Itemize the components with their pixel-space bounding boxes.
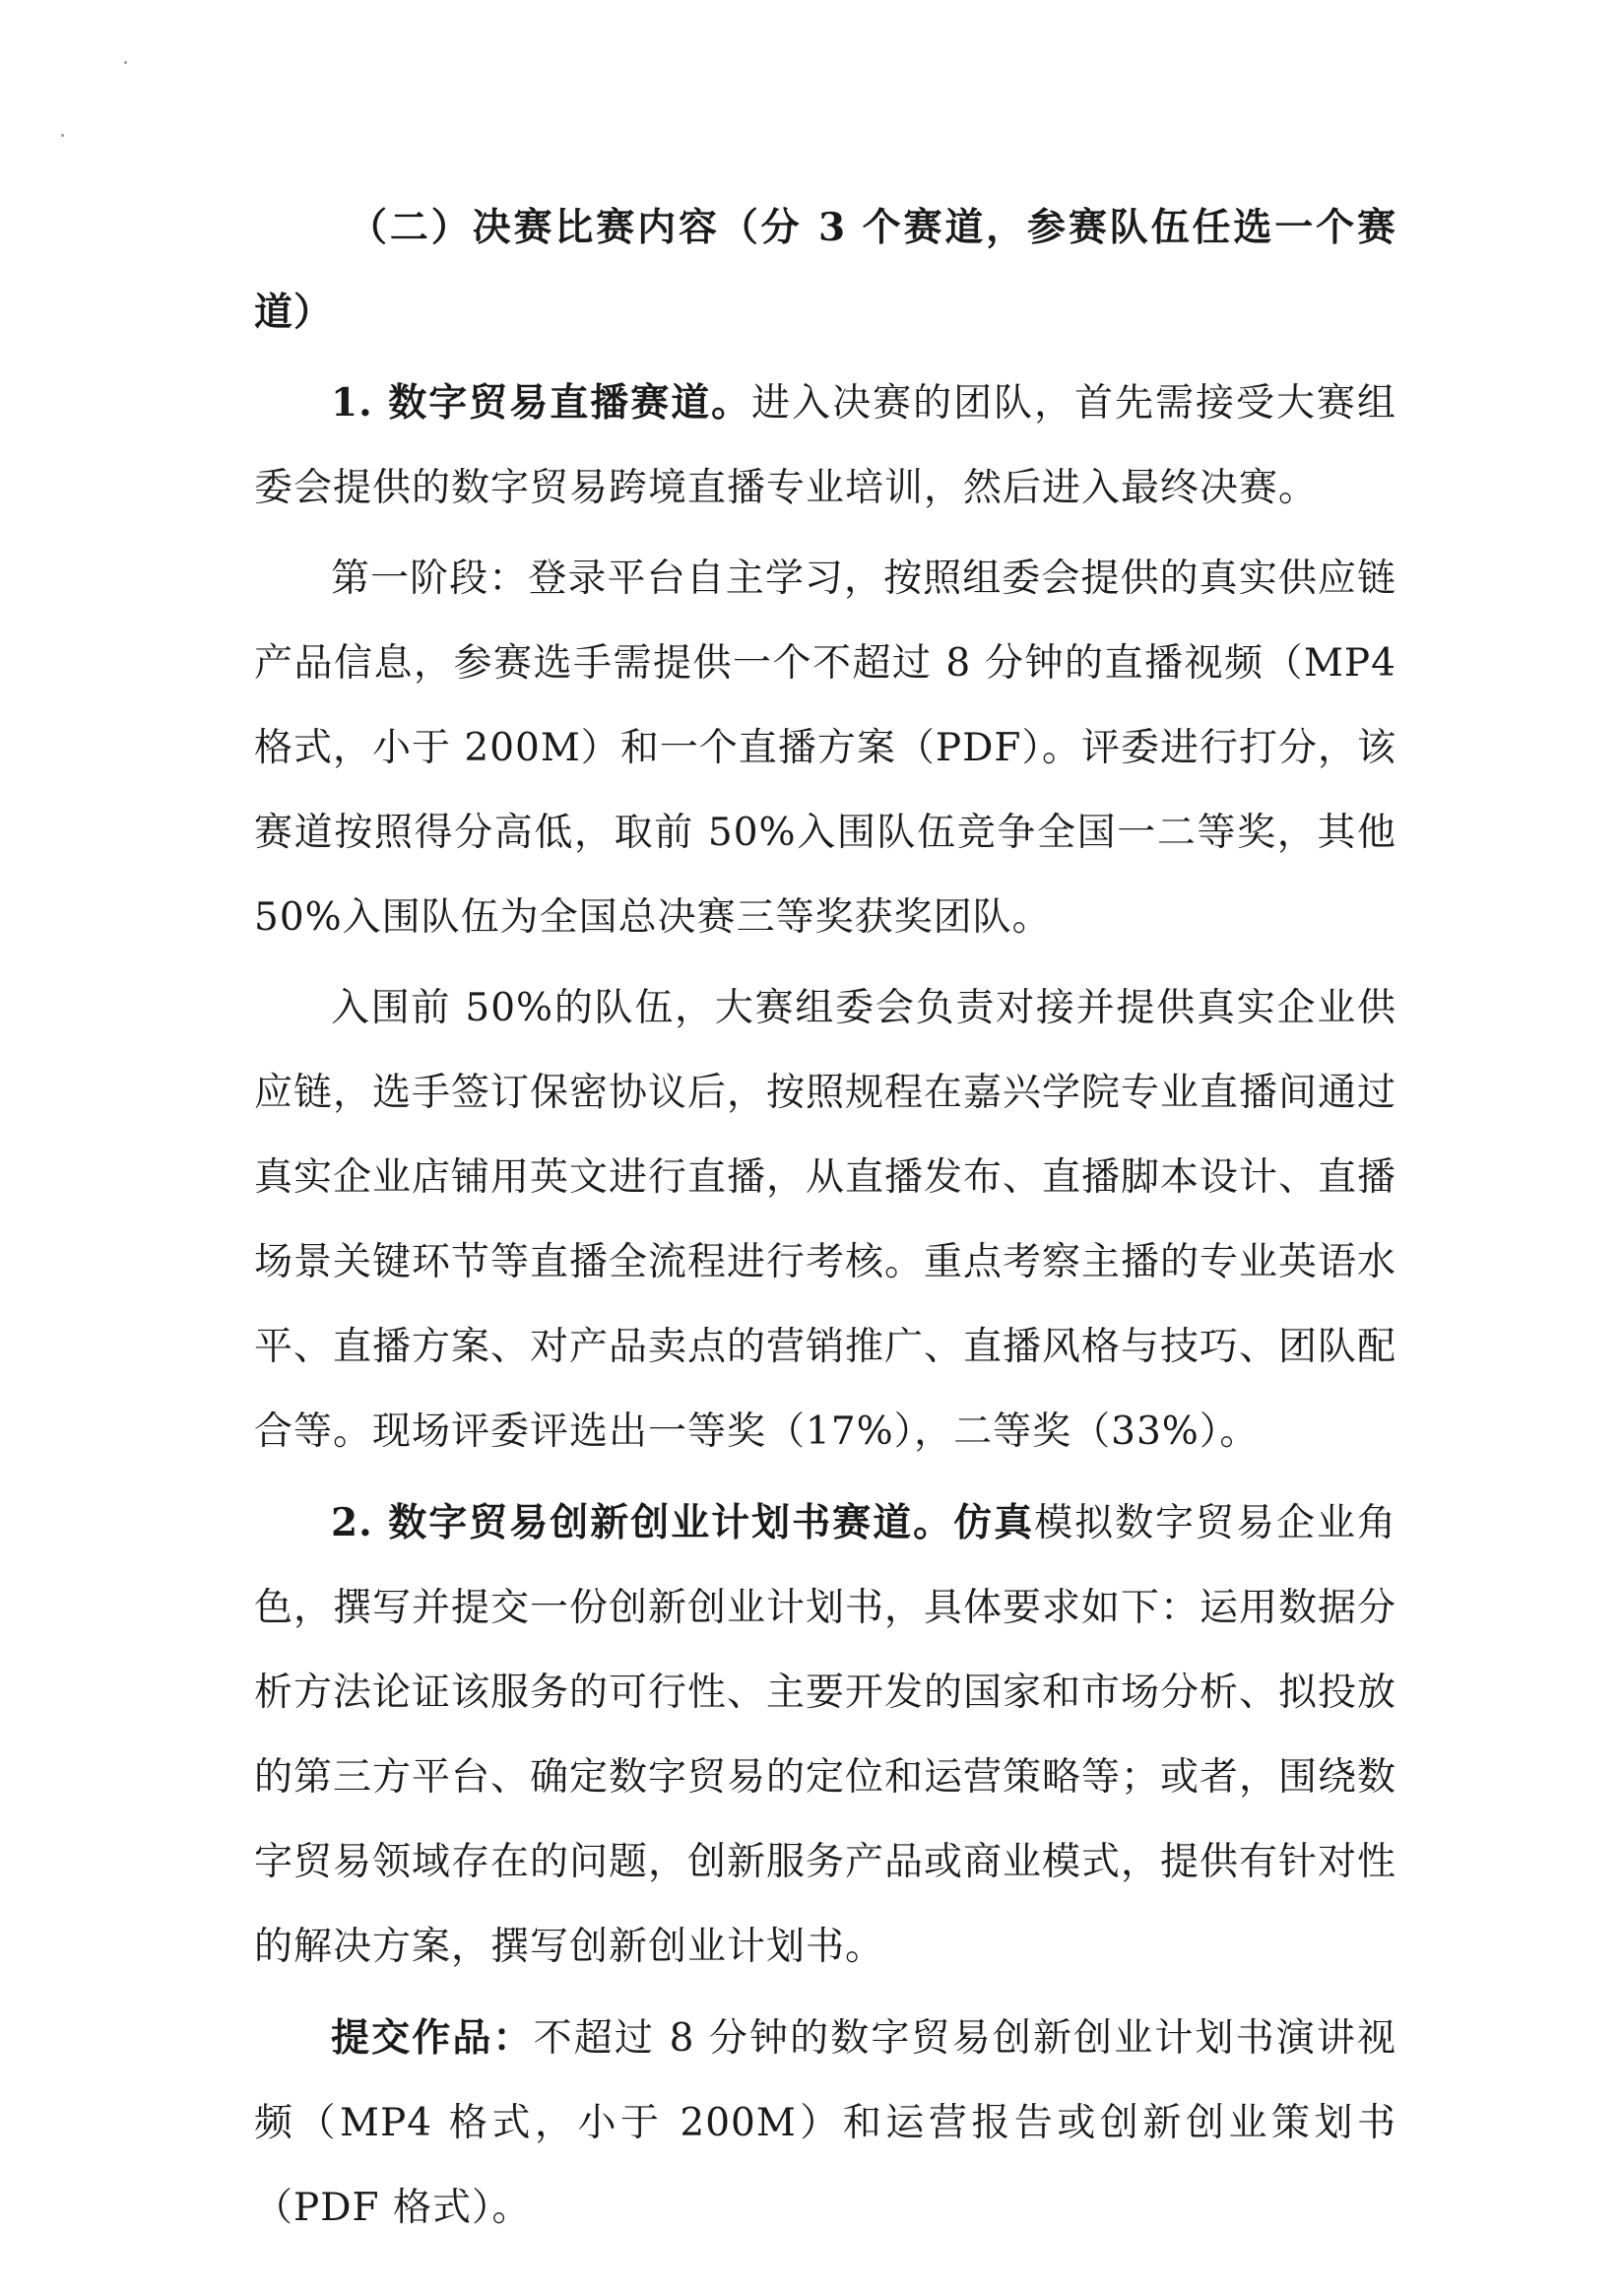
track2-intro: 模拟数字贸易企业角色，撰写并提交一份创新创业计划书，具体要求如下：运用数据分析方法论证该服务的可行性、主要开发的国家和市场分析、拟投放的第三方平台、确定数字贸易的定位和运营策略等；或者，围绕数字贸易领域存在的问题，创新服务产品或商业模式，提供有针对性的解决方案，撰写创新创业计划书。 xyxy=(254,1501,1397,1969)
submission-text: 不超过 8 分钟的数字贸易创新创业计划书演讲视频（MP4 格式，小于 200M）和运营报告或创新创业策划书（PDF 格式）。 xyxy=(254,2016,1396,2230)
stage1-paragraph: 第一阶段：登录平台自主学习，按照组委会提供的真实供应链产品信息，参赛选手需提供一个不超过 8 分钟的直播视频（MP4 格式，小于 200M）和一个直播方案（PDF）。评委进行打分，该赛道按照得分高低，取前 50%入围队伍竞争全国一二等奖，其他 50%入围队伍为全国总决赛三等奖获奖团队。 xyxy=(254,557,1396,940)
submission-label: 提交作品： xyxy=(331,2015,534,2061)
scan-mark xyxy=(124,61,127,64)
track2-paragraph xyxy=(254,1480,1396,1990)
section-heading: （二）决赛比赛内容（分 3 个赛道，参赛队伍任选一个赛道） xyxy=(254,205,1396,335)
submission-paragraph xyxy=(254,1996,1396,2251)
track2-title: 2. 数字贸易创新创业计划书赛道。仿真 xyxy=(331,1500,1035,1545)
track1-paragraph xyxy=(254,361,1396,531)
track1-title: 1. 数字贸易直播赛道。 xyxy=(331,380,752,426)
document-body xyxy=(254,185,1396,2251)
stage2-paragraph: 入围前 50%的队伍，大赛组委会负责对接并提供真实企业供应链，选手签订保密协议后，按照规程在嘉兴学院专业直播间通过真实企业店铺用英文进行直播，从直播发布、直播脚本设计、直播场景关键环节等直播全流程进行考核。重点考察主播的专业英语水平、直播方案、对产品卖点的营销推广、直播风格与技巧、团队配合等。现场评委评选出一等奖（17%），二等奖（33%）。 xyxy=(254,986,1397,1454)
track1-intro: 进入决赛的团队，首先需接受大赛组委会提供的数字贸易跨境直播专业培训，然后进入最终决赛。 xyxy=(254,381,1396,510)
scan-mark xyxy=(61,134,64,137)
